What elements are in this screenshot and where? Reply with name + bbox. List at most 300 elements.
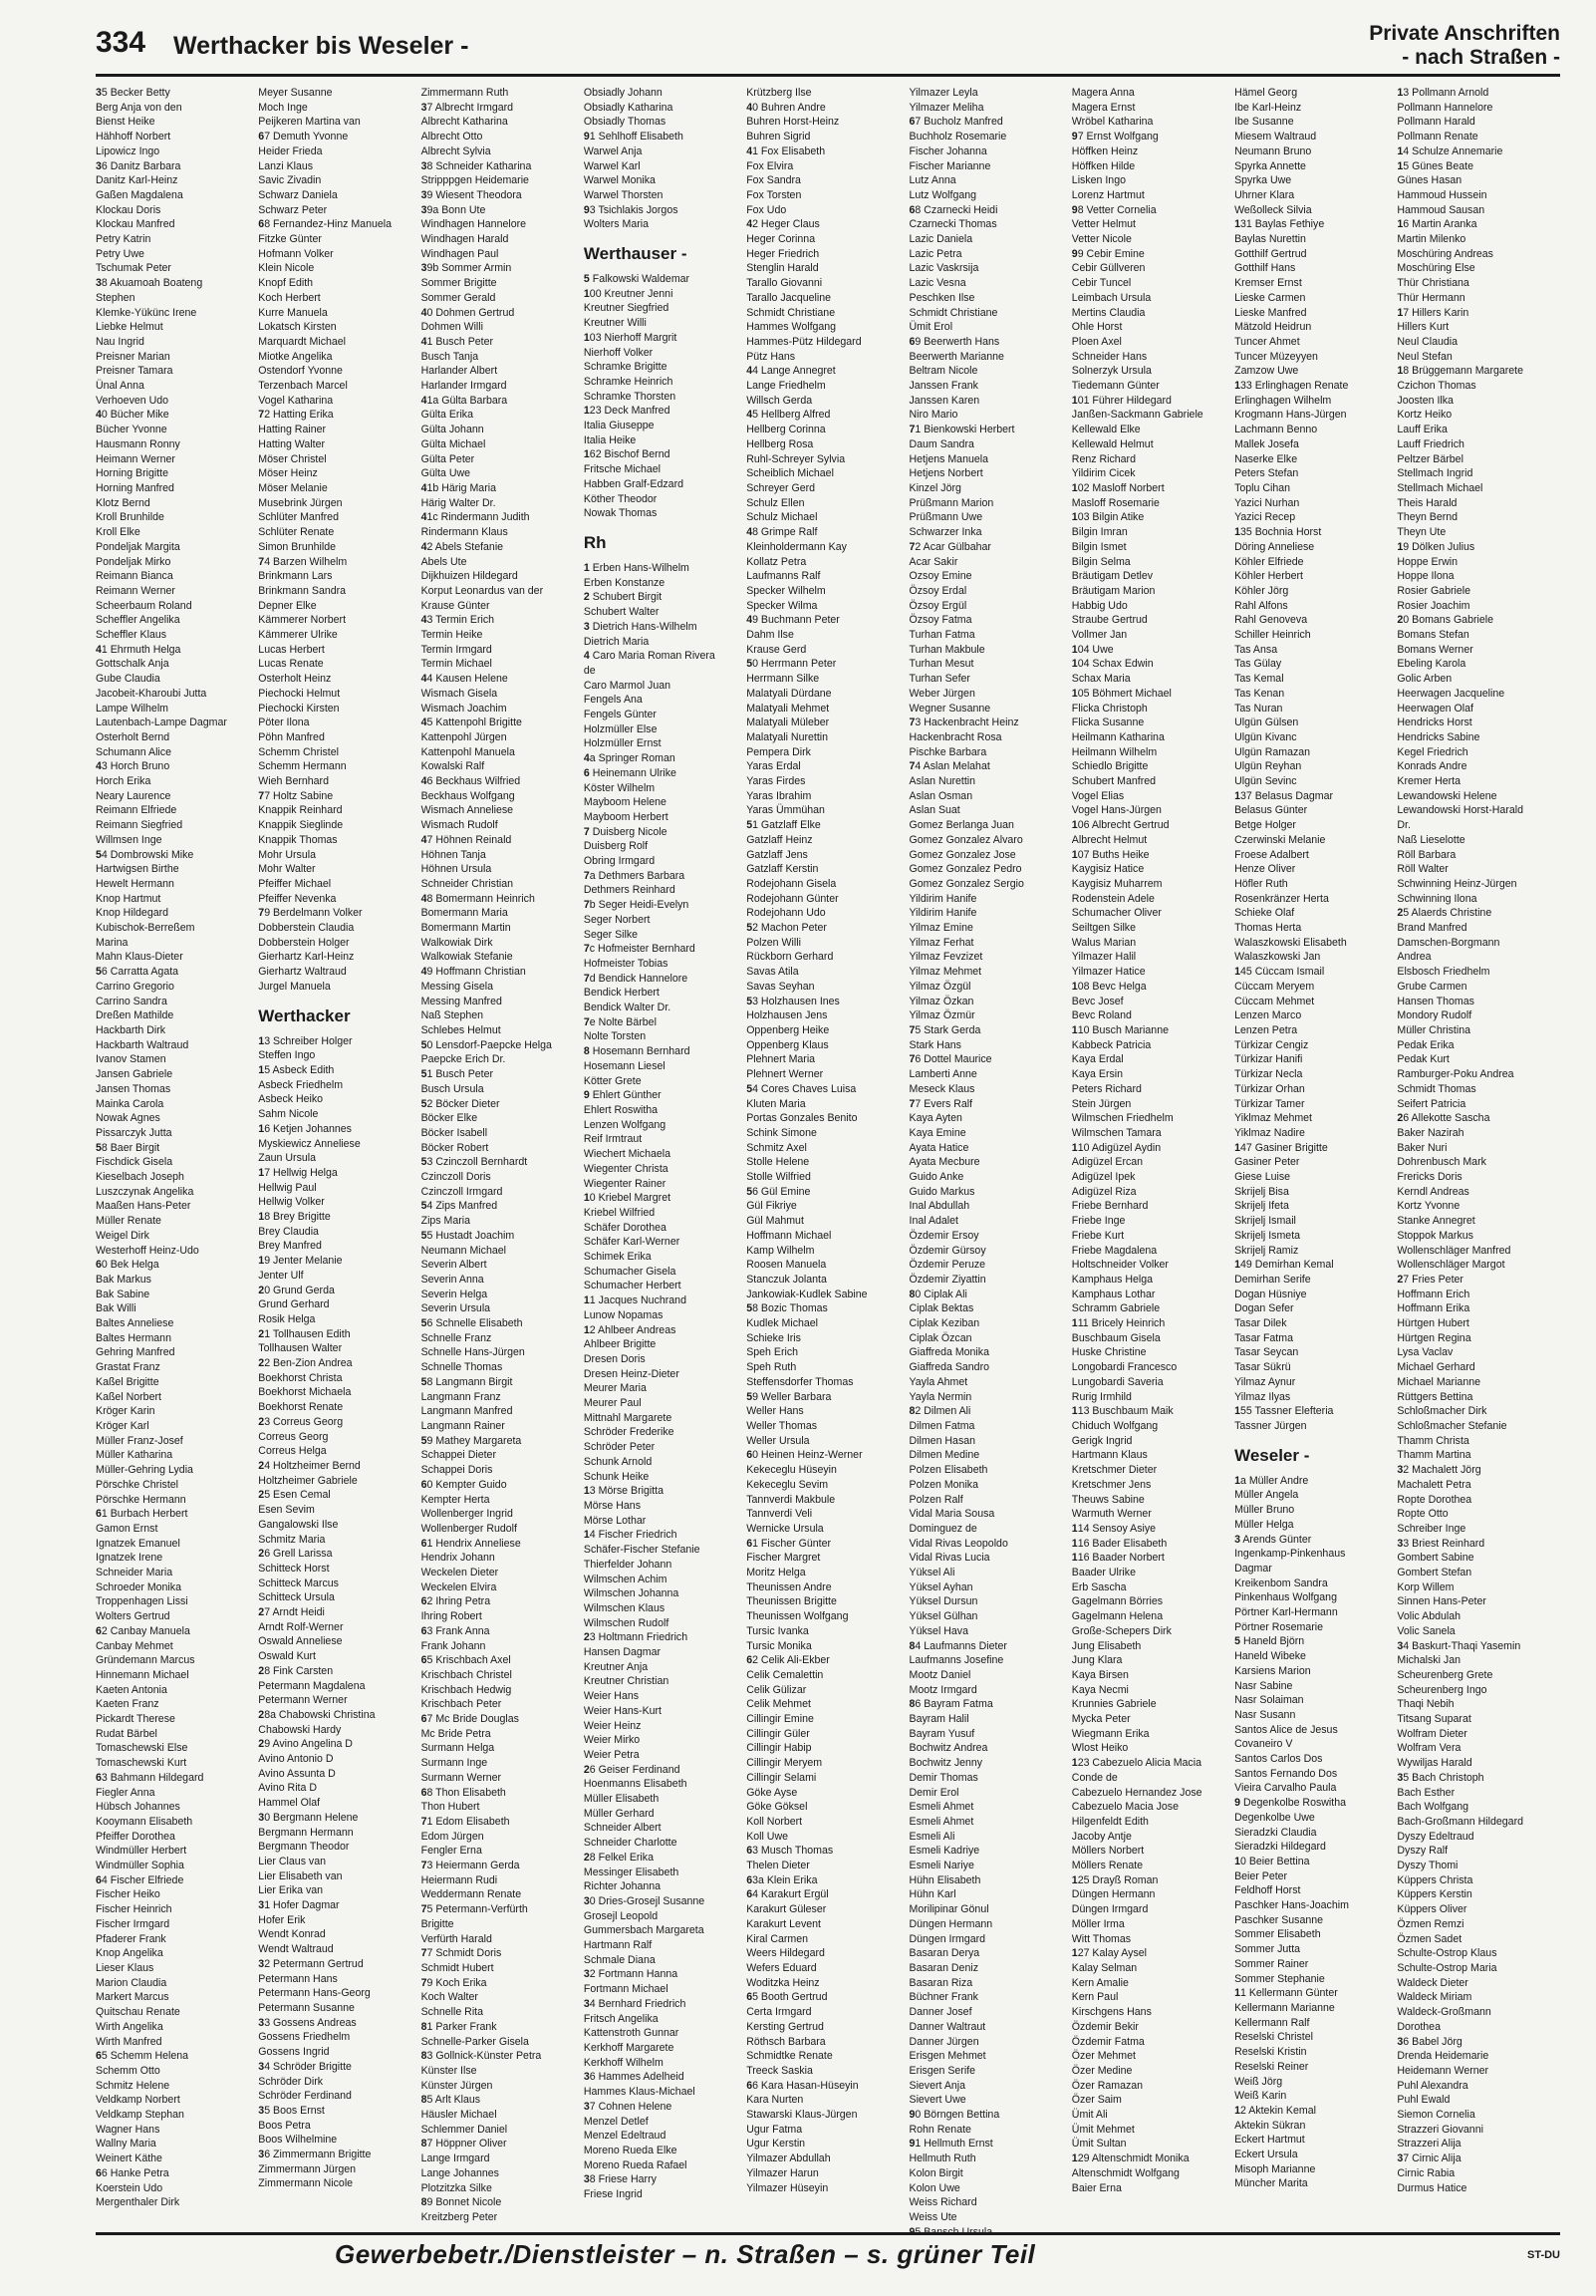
- resident-entry: 25 Alaerds Christine: [1397, 907, 1492, 920]
- resident-entry: Schramke Brigitte: [583, 361, 667, 374]
- resident-entry: Zimmermann Ruth: [420, 87, 509, 99]
- resident-entry: 74 Aslan Melahat: [909, 760, 990, 773]
- resident-entry: Hansen Dagmar: [583, 1646, 662, 1659]
- resident-entry: 35 Boos Ernst: [258, 2104, 325, 2117]
- resident-entry: Petry Katrin: [96, 233, 151, 246]
- resident-entry: Schreiber Inge: [1397, 1522, 1466, 1535]
- resident-entry: Theyn Bernd: [1397, 511, 1459, 524]
- resident-entry: Lutz Wolfgang: [909, 188, 977, 201]
- resident-entry: Titsang Suparat: [1397, 1713, 1471, 1726]
- resident-entry: Belasus Günter: [1234, 804, 1308, 817]
- resident-entry: Windhagen Harald: [420, 233, 509, 246]
- resident-entry: Puhl Ewald: [1397, 2094, 1451, 2107]
- resident-entry: Bak Markus: [96, 1273, 151, 1286]
- resident-entry: Kattenpohl Jürgen: [420, 730, 507, 743]
- resident-entry: 3 Dietrich Hans-Wilhelm: [583, 620, 697, 633]
- resident-entry: Messing Manfred: [420, 995, 502, 1007]
- resident-entry: Böcker Robert: [420, 1141, 489, 1154]
- resident-entry: Büchner Frank: [909, 1991, 978, 2004]
- resident-entry: Lunow Nopamas: [583, 1308, 664, 1321]
- resident-entry: Gaßen Magdalena: [96, 188, 183, 201]
- resident-entry: Treeck Saskia: [746, 2064, 813, 2077]
- resident-entry: 18 Brey Brigitte: [258, 1211, 331, 1224]
- resident-entry: Kattenpohl Manuela: [420, 745, 515, 758]
- resident-entry: Wolters Maria: [583, 218, 650, 231]
- resident-entry: Witt Thomas: [1071, 1932, 1132, 1945]
- section-title-line2: - nach Straßen -: [1402, 46, 1560, 69]
- resident-entry: Habbig Udo: [1071, 599, 1128, 612]
- resident-entry: Mootz Daniel: [909, 1668, 971, 1681]
- resident-entry: Dilmen Fatma: [909, 1419, 975, 1432]
- resident-entry: 68 Thon Elisabeth: [420, 1786, 506, 1799]
- street-heading: Werthacker: [258, 1005, 351, 1025]
- resident-entry: 41 Fox Elisabeth: [746, 144, 826, 157]
- resident-entry: 100 Kreutner Jenni: [583, 287, 673, 300]
- resident-entry: Brey Manfred: [258, 1240, 322, 1253]
- resident-entry: Klockau Manfred: [96, 218, 175, 231]
- resident-entry: Kellewald Elke: [1071, 424, 1141, 436]
- resident-entry: Brinkmann Sandra: [258, 584, 347, 597]
- resident-entry: Mertins Claudia: [1071, 306, 1146, 319]
- resident-entry: Kaygisiz Hatice: [1071, 863, 1145, 876]
- resident-entry: 2 Schubert Birgit: [583, 591, 663, 604]
- resident-entry: Reselski Reiner: [1234, 2060, 1309, 2073]
- resident-entry: Renz Richard: [1071, 452, 1136, 465]
- resident-entry: Dogan Sefer: [1234, 1302, 1294, 1315]
- resident-entry: Wröbel Katharina: [1071, 116, 1154, 129]
- resident-entry: Schumacher Oliver: [1071, 907, 1162, 920]
- resident-entry: Malatyali Dürdane: [746, 687, 832, 700]
- resident-entry: Schitteck Marcus: [258, 1577, 339, 1589]
- resident-entry: Dresen Heinz-Dieter: [583, 1367, 679, 1380]
- resident-entry: 67 Demuth Yvonne: [258, 131, 349, 144]
- resident-entry: Schlemmer Daniel: [420, 2123, 508, 2136]
- resident-entry: Özdemir Ersoy: [909, 1229, 979, 1242]
- resident-entry: Schax Maria: [1071, 673, 1131, 686]
- resident-entry: Kurre Manuela: [258, 306, 328, 319]
- resident-entry: Tuncer Ahmet: [1234, 335, 1300, 348]
- resident-entry: 4 Caro Maria Roman Rivera: [583, 650, 715, 663]
- resident-entry: Chabowski Hardy: [258, 1723, 342, 1736]
- resident-entry: Pfeiffer Michael: [258, 877, 332, 890]
- street-range-title: Werthacker bis Weseler -: [173, 32, 469, 60]
- resident-entry: Hämel Georg: [1234, 87, 1298, 99]
- resident-entry: Boekhorst Michaela: [258, 1386, 352, 1399]
- resident-entry: Straube Gertrud: [1071, 614, 1148, 627]
- resident-entry: 44 Kausen Helene: [420, 673, 508, 686]
- resident-entry: Kowalski Ralf: [420, 760, 485, 773]
- resident-entry: Koch Walter: [420, 1991, 478, 2004]
- resident-entry: Gerigk Ingrid: [1071, 1434, 1133, 1447]
- resident-entry: Hendricks Sabine: [1397, 730, 1480, 743]
- resident-entry: Schreyer Gerd: [746, 481, 816, 494]
- resident-entry: Moch Inge: [258, 101, 308, 114]
- resident-entry: Cabezuelo Hernandez Jose: [1071, 1786, 1202, 1799]
- resident-entry: 13 Pollmann Arnold: [1397, 87, 1489, 99]
- resident-entry: 63 Musch Thomas: [746, 1845, 834, 1858]
- resident-entry: Kröger Karl: [96, 1419, 149, 1432]
- resident-entry: 31 Hofer Dagmar: [258, 1899, 340, 1912]
- resident-entry: Certa Irmgard: [746, 2006, 812, 2019]
- resident-entry: Surmann Inge: [420, 1757, 488, 1770]
- resident-entry: 28 Felkel Erika: [583, 1851, 654, 1864]
- resident-entry: Pörschke Christel: [96, 1478, 179, 1491]
- resident-entry: de: [583, 664, 596, 677]
- resident-entry: 63 Bahmann Hildegard: [96, 1771, 204, 1784]
- resident-entry: 43 Termin Erich: [420, 614, 495, 627]
- resident-entry: Gülta Michael: [420, 437, 486, 450]
- resident-entry: Gül Mahmut: [746, 1215, 804, 1228]
- resident-entry: Schulz Ellen: [746, 496, 805, 509]
- resident-entry: Michalski Jan: [1397, 1654, 1461, 1667]
- resident-entry: Marquardt Michael: [258, 335, 347, 348]
- resident-entry: Osterholt Heinz: [258, 673, 332, 686]
- resident-entry: Caro Marmol Juan: [583, 679, 671, 692]
- resident-entry: Köhler Elfriede: [1234, 555, 1304, 568]
- resident-entry: Thaqi Nebih: [1397, 1698, 1455, 1711]
- resident-entry: Yaras Ümmühan: [746, 804, 825, 817]
- resident-entry: Hackenbracht Rosa: [909, 730, 1002, 743]
- resident-entry: Pütz Hans: [746, 350, 796, 363]
- resident-entry: Lenzen Wolfgang: [583, 1118, 666, 1131]
- resident-entry: Preisner Marian: [96, 350, 170, 363]
- resident-entry: Heimann Werner: [96, 452, 175, 465]
- resident-entry: Schneider Charlotte: [583, 1837, 677, 1850]
- resident-entry: Kooymann Elisabeth: [96, 1815, 193, 1828]
- resident-entry: Höfler Ruth: [1234, 877, 1288, 890]
- resident-entry: Hendrix Johann: [420, 1552, 495, 1565]
- resident-entry: Specker Wilma: [746, 599, 818, 612]
- resident-entry: Hammel Olaf: [258, 1797, 321, 1810]
- resident-entry: Ignatzek Irene: [96, 1552, 163, 1565]
- resident-entry: Jenter Ulf: [258, 1269, 304, 1282]
- resident-entry: Schlüter Renate: [258, 526, 335, 539]
- resident-entry: Danitz Karl-Heinz: [96, 174, 178, 187]
- resident-entry: Esen Sevim: [258, 1504, 315, 1517]
- resident-entry: Masloff Rosemarie: [1071, 496, 1160, 509]
- resident-entry: Friebe Magdalena: [1071, 1244, 1158, 1257]
- resident-entry: 15 Günes Beate: [1397, 159, 1473, 172]
- resident-entry: Pischke Barbara: [909, 745, 987, 758]
- resident-entry: Myskiewicz Anneliese: [258, 1137, 361, 1150]
- resident-entry: Lokatsch Kirsten: [258, 321, 337, 334]
- resident-entry: 60 Kempter Guido: [420, 1478, 507, 1491]
- resident-entry: Petermann Werner: [258, 1694, 348, 1707]
- resident-entry: 41 Busch Peter: [420, 335, 494, 348]
- resident-entry: Schröder Ferdinand: [258, 2090, 352, 2103]
- resident-entry: Kluten Maria: [746, 1097, 806, 1110]
- resident-entry: Weddermann Renate: [420, 1888, 522, 1901]
- resident-entry: Thierfelder Johann: [583, 1558, 672, 1571]
- resident-entry: Gatzlaff Kerstin: [746, 863, 819, 876]
- resident-entry: Windhagen Hannelore: [420, 218, 527, 231]
- resident-entry: Mootz Irmgard: [909, 1683, 977, 1696]
- footer-code: ST-DU: [1527, 2249, 1560, 2261]
- resident-entry: Laufmanns Josefine: [909, 1654, 1004, 1667]
- resident-entry: Kremer Herta: [1397, 775, 1461, 788]
- resident-entry: Leimbach Ursula: [1071, 291, 1152, 304]
- resident-entry: Naß Stephen: [420, 1009, 484, 1022]
- resident-entry: Bomermann Maria: [420, 907, 508, 920]
- resident-entry: Tasar Sükrü: [1234, 1361, 1291, 1374]
- resident-entry: 67 Mc Bride Douglas: [420, 1713, 519, 1726]
- resident-entry: Ostendorf Yvonne: [258, 365, 343, 378]
- resident-entry: Peschken Ilse: [909, 291, 975, 304]
- resident-entry: Gründemann Marcus: [96, 1654, 195, 1667]
- resident-entry: Krützberg Ilse: [746, 87, 812, 99]
- resident-entry: 23 Correus Georg: [258, 1415, 344, 1428]
- resident-entry: Böcker Isabell: [420, 1126, 488, 1139]
- resident-entry: Siemon Cornelia: [1397, 2109, 1475, 2122]
- resident-entry: Boos Petra: [258, 2119, 311, 2132]
- resident-entry: Weier Petra: [583, 1748, 640, 1761]
- resident-entry: Adigüzel Riza: [1071, 1185, 1137, 1198]
- resident-entry: Schmidt Thomas: [1397, 1082, 1476, 1095]
- resident-entry: Maaßen Hans-Peter: [96, 1200, 191, 1213]
- resident-entry: Lier Erika van: [258, 1884, 324, 1897]
- resident-entry: Karakurt Levent: [746, 1917, 821, 1930]
- resident-entry: Müller-Gehring Lydia: [96, 1464, 193, 1477]
- resident-entry: Ohle Horst: [1071, 321, 1123, 334]
- resident-entry: Künster Jürgen: [420, 2079, 493, 2092]
- resident-entry: 30 Bergmann Helene: [258, 1811, 359, 1824]
- resident-entry: Kern Amalie: [1071, 1976, 1129, 1989]
- resident-entry: Fischer Johanna: [909, 144, 987, 157]
- resident-entry: 59 Weller Barbara: [746, 1390, 832, 1403]
- resident-entry: Meseck Klaus: [909, 1082, 975, 1095]
- resident-entry: Tarallo Giovanni: [746, 277, 823, 290]
- resident-entry: Joosten Ilka: [1397, 394, 1454, 407]
- resident-entry: Kersting Gertrud: [746, 2020, 824, 2033]
- resident-entry: 36 Danitz Barbara: [96, 159, 181, 172]
- resident-entry: Schitteck Ursula: [258, 1591, 335, 1604]
- resident-entry: 68 Fernandez-Hinz Manuela: [258, 218, 392, 231]
- resident-entry: 45 Hellberg Alfred: [746, 409, 831, 422]
- resident-entry: Warmuth Werner: [1071, 1508, 1152, 1521]
- resident-entry: Neul Claudia: [1397, 335, 1459, 348]
- directory-column: [746, 86, 904, 2194]
- resident-entry: Kötter Grete: [583, 1074, 642, 1087]
- resident-entry: Möllers Renate: [1071, 1860, 1144, 1872]
- resident-entry: 36 Hammes Adelheid: [583, 2071, 684, 2084]
- resident-entry: Schunk Heike: [583, 1470, 650, 1483]
- resident-entry: 40 Bücher Mike: [96, 409, 169, 422]
- resident-entry: Hosemann Liesel: [583, 1059, 665, 1072]
- resident-entry: Düngen Hermann: [1071, 1888, 1156, 1901]
- resident-entry: Stripppgen Heidemarie: [420, 174, 529, 187]
- resident-entry: Özer Saim: [1071, 2094, 1122, 2107]
- resident-entry: Lisken Ingo: [1071, 174, 1126, 187]
- resident-entry: Krischbach Hedwig: [420, 1683, 512, 1696]
- resident-entry: 81 Parker Frank: [420, 2020, 497, 2033]
- resident-entry: Schumacher Herbert: [583, 1280, 681, 1292]
- resident-entry: Große-Schepers Dirk: [1071, 1624, 1172, 1637]
- resident-entry: 12 Ahlbeer Andreas: [583, 1323, 676, 1336]
- directory-column: [1071, 86, 1229, 2194]
- resident-entry: Cebir Tuncel: [1071, 277, 1132, 290]
- resident-entry: Döring Anneliese: [1234, 540, 1315, 553]
- resident-entry: Moritz Helga: [746, 1567, 806, 1579]
- resident-entry: Möllers Norbert: [1071, 1845, 1145, 1858]
- resident-entry: Grund Gerhard: [258, 1298, 330, 1311]
- resident-entry: Schröder Dirk: [258, 2075, 324, 2088]
- resident-entry: Wendt Waltraud: [258, 1943, 334, 1956]
- resident-entry: Knappik Thomas: [258, 833, 338, 846]
- resident-entry: Klein Nicole: [258, 262, 315, 275]
- resident-entry: 32 Petermann Gertrud: [258, 1957, 364, 1970]
- resident-entry: Yüksel Dursun: [909, 1595, 978, 1608]
- resident-entry: Friebe Kurt: [1071, 1229, 1125, 1242]
- resident-entry: Savas Atila: [746, 966, 799, 979]
- resident-entry: Reselski Kristin: [1234, 2046, 1307, 2059]
- resident-entry: Vetter Nicole: [1071, 233, 1132, 246]
- resident-entry: Dilmen Hasan: [909, 1434, 976, 1447]
- resident-entry: Flicka Susanne: [1071, 717, 1145, 729]
- resident-entry: Schiedlo Brigitte: [1071, 760, 1149, 773]
- resident-entry: 39b Sommer Armin: [420, 262, 512, 275]
- resident-entry: Rodenstein Adele: [1071, 892, 1155, 905]
- resident-entry: Bilgin Imran: [1071, 526, 1128, 539]
- resident-entry: Italia Heike: [583, 433, 637, 446]
- resident-entry: Kolon Birgit: [909, 2166, 963, 2179]
- resident-entry: Lucas Renate: [258, 658, 324, 671]
- resident-entry: Türkizar Hanifi: [1234, 1053, 1303, 1066]
- resident-entry: 93 Tsichlakis Jorgos: [583, 203, 678, 216]
- resident-entry: Bochwitz Jenny: [909, 1757, 983, 1770]
- resident-entry: Wieh Bernhard: [258, 775, 329, 788]
- resident-entry: Yilmaz Özgül: [909, 980, 971, 993]
- resident-entry: Möser Melanie: [258, 481, 328, 494]
- resident-entry: Guido Markus: [909, 1185, 975, 1198]
- resident-entry: Pfeiffer Dorothea: [96, 1830, 175, 1843]
- resident-entry: Gombert Stefan: [1397, 1567, 1472, 1579]
- resident-entry: Strazzeri Giovanni: [1397, 2123, 1483, 2136]
- resident-entry: Santos Carlos Dos: [1234, 1753, 1323, 1766]
- resident-entry: Willsch Gerda: [746, 394, 813, 407]
- resident-entry: Musebrink Jürgen: [258, 496, 343, 509]
- resident-entry: Sommer Elisabeth: [1234, 1928, 1321, 1941]
- resident-entry: Krause Gerd: [746, 643, 807, 656]
- resident-entry: Reimann Siegfried: [96, 819, 183, 832]
- resident-entry: 127 Kalay Aysel: [1071, 1947, 1148, 1960]
- resident-entry: Dijkhuizen Hildegard: [420, 570, 518, 583]
- resident-entry: Klotz Bernd: [96, 496, 150, 509]
- resident-entry: Nolte Torsten: [583, 1030, 647, 1043]
- resident-entry: Nasr Sabine: [1234, 1679, 1293, 1692]
- resident-entry: Mondory Rudolf: [1397, 1009, 1472, 1022]
- resident-entry: 25 Esen Cemal: [258, 1489, 331, 1502]
- resident-entry: Miotke Angelika: [258, 350, 333, 363]
- resident-entry: Pollmann Harald: [1397, 116, 1475, 129]
- resident-entry: Hofmann Volker: [258, 247, 334, 260]
- resident-entry: Froese Adalbert: [1234, 848, 1309, 861]
- resident-entry: Müller Angela: [1234, 1489, 1299, 1502]
- resident-entry: Mohr Ursula: [258, 848, 316, 861]
- resident-entry: Giaffreda Monika: [909, 1346, 989, 1359]
- resident-entry: Thamm Martina: [1397, 1449, 1471, 1462]
- resident-entry: Ivanov Stamen: [96, 1053, 166, 1066]
- resident-entry: Ciplak Bektas: [909, 1302, 974, 1315]
- resident-entry: Wilmschen Achim: [583, 1573, 667, 1585]
- resident-entry: Friebe Inge: [1071, 1215, 1126, 1228]
- resident-entry: 77 Schmidt Doris: [420, 1947, 502, 1960]
- resident-entry: Hellmuth Ruth: [909, 2152, 976, 2165]
- resident-entry: Huske Christine: [1071, 1346, 1147, 1359]
- resident-entry: 65 Krischbach Axel: [420, 1654, 511, 1667]
- resident-entry: Reimann Werner: [96, 584, 175, 597]
- resident-entry: Ayata Hatice: [909, 1141, 969, 1154]
- resident-entry: Pedak Erika: [1397, 1038, 1455, 1051]
- resident-entry: Warwel Karl: [583, 159, 641, 172]
- resident-entry: Bak Willi: [96, 1302, 136, 1315]
- resident-entry: Lysa Vaclav: [1397, 1346, 1454, 1359]
- resident-entry: Veldkamp Norbert: [96, 2094, 180, 2107]
- resident-entry: 60 Bek Helga: [96, 1259, 159, 1272]
- resident-entry: Häusler Michael: [420, 2109, 497, 2122]
- resident-entry: 135 Bochnia Horst: [1234, 526, 1322, 539]
- resident-entry: 137 Belasus Dagmar: [1234, 789, 1334, 802]
- resident-entry: 7a Dethmers Barbara: [583, 869, 685, 882]
- resident-entry: Surmann Werner: [420, 1771, 502, 1784]
- resident-entry: Mittnahl Margarete: [583, 1411, 672, 1424]
- resident-entry: 1a Müller Andre: [1234, 1474, 1309, 1487]
- resident-entry: 19 Jenter Melanie: [258, 1255, 343, 1268]
- resident-entry: Stanczuk Jolanta: [746, 1273, 827, 1286]
- resident-entry: 129 Altenschmidt Monika: [1071, 2152, 1190, 2165]
- directory-column: [96, 86, 253, 2209]
- resident-entry: Wagner Hans: [96, 2123, 160, 2136]
- resident-entry: Özdemir Peruze: [909, 1259, 986, 1272]
- resident-entry: Schink Simone: [746, 1126, 817, 1139]
- resident-entry: Gatzlaff Heinz: [746, 833, 813, 846]
- resident-entry: 27 Fries Peter: [1397, 1273, 1463, 1286]
- resident-entry: Volic Abdulah: [1397, 1610, 1462, 1623]
- resident-entry: 72 Acar Gülbahar: [909, 540, 991, 553]
- resident-entry: Vidal Rivas Lucia: [909, 1552, 990, 1565]
- resident-entry: Wollenberger Rudolf: [420, 1522, 517, 1535]
- resident-entry: 1 Erben Hans-Wilhelm: [583, 561, 689, 574]
- resident-entry: Türkizar Cengiz: [1234, 1038, 1309, 1051]
- resident-entry: 13 Mörse Brigitta: [583, 1485, 664, 1498]
- resident-entry: Jacoby Antje: [1071, 1830, 1132, 1843]
- resident-entry: Richter Johanna: [583, 1880, 662, 1893]
- resident-entry: Zamzow Uwe: [1234, 365, 1299, 378]
- resident-entry: Kreikenbom Sandra: [1234, 1577, 1328, 1589]
- resident-entry: Erisgen Mehmet: [909, 2050, 986, 2063]
- resident-entry: 64 Fischer Elfriede: [96, 1873, 184, 1886]
- resident-entry: 66 Kara Hasan-Hüseyin: [746, 2079, 859, 2092]
- resident-entry: 91 Sehlhoff Elisabeth: [583, 131, 683, 144]
- resident-entry: Moreno Rueda Rafael: [583, 2158, 687, 2171]
- resident-entry: Seiltgen Silke: [1071, 922, 1136, 935]
- resident-entry: Bayram Halil: [909, 1713, 969, 1726]
- resident-entry: Nowak Agnes: [96, 1112, 160, 1125]
- resident-entry: Petermann Hans: [258, 1972, 338, 1985]
- resident-entry: Özmen Remzi: [1397, 1917, 1464, 1930]
- resident-entry: Hammes Wolfgang: [746, 321, 837, 334]
- resident-entry: 40 Dohmen Gertrud: [420, 306, 515, 319]
- resident-entry: Dobberstein Claudia: [258, 922, 355, 935]
- resident-entry: Yüksel Ali: [909, 1567, 955, 1579]
- resident-entry: Czichon Thomas: [1397, 380, 1476, 393]
- resident-entry: Henze Oliver: [1234, 863, 1296, 876]
- resident-entry: Fischer Heiko: [96, 1888, 160, 1901]
- resident-entry: 6 Heinemann Ulrike: [583, 766, 676, 779]
- resident-entry: Fortmann Michael: [583, 1983, 668, 1996]
- resident-entry: Carrino Gregorio: [96, 980, 174, 993]
- resident-entry: Theyn Ute: [1397, 526, 1447, 539]
- resident-entry: Weiß Karin: [1234, 2090, 1287, 2103]
